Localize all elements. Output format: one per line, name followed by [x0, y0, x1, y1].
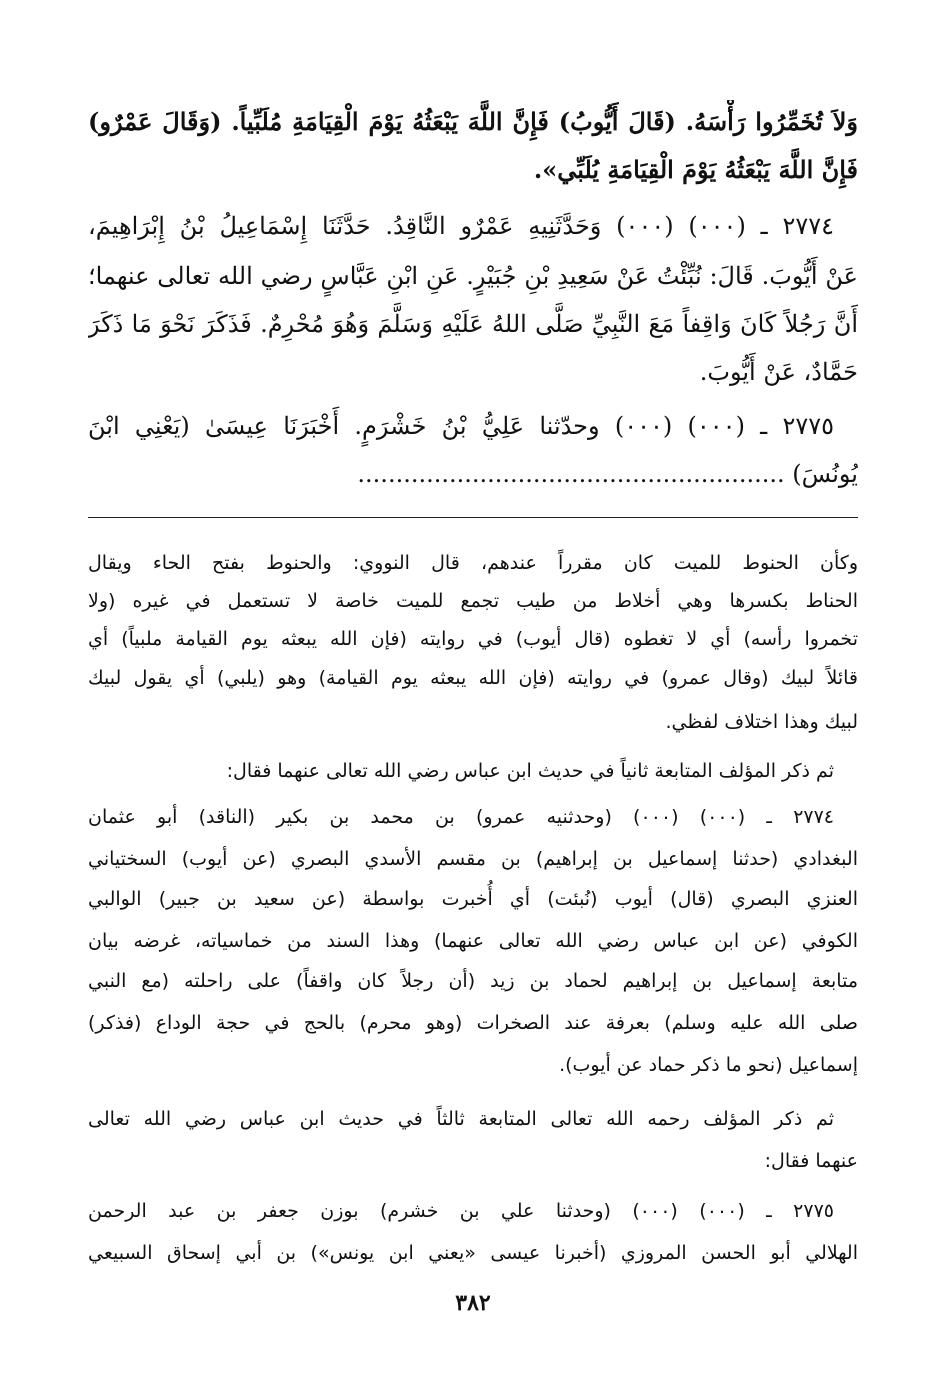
commentary-line: ثم ذكر المؤلف المتابعة ثانياً في حديث ابن عباس رضي الله تعالى عنهما فقال:	[226, 760, 834, 782]
commentary-line: إسماعيل (نحو ما ذكر حماد عن أيوب).	[559, 1054, 858, 1076]
hadith-line: حَمَّادٌ، عَنْ أَيُّوبَ.	[699, 358, 858, 386]
commentary-line: عنهما فقال:	[764, 1150, 858, 1172]
commentary-line: متابعة إسماعيل بن إبراهيم لحماد بن زيد (أن رجلاً كان واقفاً) على راحلته (مع النبي	[88, 970, 858, 992]
hadith-line: أَنَّ رَجُلاً كَانَ وَاقِفاً مَعَ النَّبِيِّ صَلَّى اللهُ عَلَيْهِ وَسَلَّمَ وَهُوَ مُحْرِمٌ. فَذَكَرَ نَحْوَ مَا ذَكَرَ	[88, 310, 858, 338]
commentary-line: الحناط بكسرها وهي أخلاط من طيب تجمع للميت خاصة لا تستعمل في غيره (ولا	[88, 590, 858, 612]
commentary-line: ٢٧٧٥ ـ (٠٠٠) (٠٠٠) (وحدثنا علي بن خشرم) بوزن جعفر بن عبد الرحمن	[88, 1200, 834, 1222]
commentary-line: الهلالي أبو الحسن المروزي (أخبرنا عيسى «يعني ابن يونس») بن أبي إسحاق السبيعي	[88, 1242, 858, 1264]
hadith-line: ٢٧٧٤ ـ (٠٠٠) (٠٠٠) وَحَدَّثَنِيهِ عَمْرٌو النَّاقِدُ. حَدَّثَنَا إِسْمَاعِيلُ بْنُ إِبْرَاهِيمَ،	[88, 212, 834, 240]
commentary-line: صلى الله عليه وسلم) بعرفة عند الصخرات (وهو محرم) بالحج في حجة الوداع (فذكر)	[88, 1012, 858, 1034]
section-divider	[88, 517, 858, 518]
commentary-line: قائلاً لبيك (وقال عمرو) في روايته (فإن الله يبعثه يوم القيامة) وهو (يلبي) أي يقول لبيك	[88, 667, 858, 689]
commentary-line: العنزي البصري (قال) أيوب (نُبئت) أي أُخبرت بواسطة (عن سعيد بن جبير) الوالبي	[88, 888, 858, 910]
hadith-line: وَلاَ تُخَمِّرُوا رَأْسَهُ. (قَالَ أَيُّوبُ) فَإِنَّ اللَّهَ يَبْعَثُهُ يَوْمَ الْقِيَامَةِ مُلَبِّياً. (وَقَالَ عَمْرٌو)	[88, 107, 858, 136]
page-number: ٣٨٢	[455, 1290, 491, 1316]
commentary-line: البغدادي (حدثنا إسماعيل بن إبراهيم) بن مقسم الأسدي البصري (عن أيوب) السختياني	[88, 848, 858, 870]
commentary-line: تخمروا رأسه) أي لا تغطوه (قال أيوب) في روايته (فإن الله يبعثه يوم القيامة ملبياً) أي	[88, 628, 858, 650]
commentary-line: ٢٧٧٤ ـ (٠٠٠) (٠٠٠) (وحدثنيه عمرو) بن محمد بن بكير (الناقد) أبو عثمان	[88, 806, 834, 828]
commentary-line: وكأن الحنوط للميت كان مقرراً عندهم، قال النووي: والحنوط بفتح الحاء ويقال	[88, 552, 858, 574]
hadith-line: فَإِنَّ اللَّهَ يَبْعَثُهُ يَوْمَ الْقِيَامَةِ يُلَبِّي».	[533, 155, 858, 184]
hadith-line: ٢٧٧٥ ـ (٠٠٠) (٠٠٠) وحدّثنا عَلِيُّ بْنُ خَشْرَمٍ. أَخْبَرَنَا عِيسَىٰ (يَعْنِي ابْنَ	[88, 412, 834, 440]
hadith-line: يُونُسَ) ........................................................	[357, 460, 858, 488]
commentary-line: لبيك وهذا اختلاف لفظي.	[665, 711, 858, 733]
commentary-line: ثم ذكر المؤلف رحمه الله تعالى المتابعة ثالثاً في حديث ابن عباس رضي الله تعالى	[88, 1108, 834, 1130]
commentary-line: الكوفي (عن ابن عباس رضي الله تعالى عنهما) وهذا السند من خماسياته، غرضه بيان	[88, 930, 858, 952]
hadith-line: عَنْ أَيُّوبَ. قَالَ: نُبِّئْتُ عَنْ سَعِيدِ بْنِ جُبَيْرٍ. عَنِ ابْنِ عَبَّاسٍ رضي الله تعالى عنهما؛	[88, 262, 858, 290]
